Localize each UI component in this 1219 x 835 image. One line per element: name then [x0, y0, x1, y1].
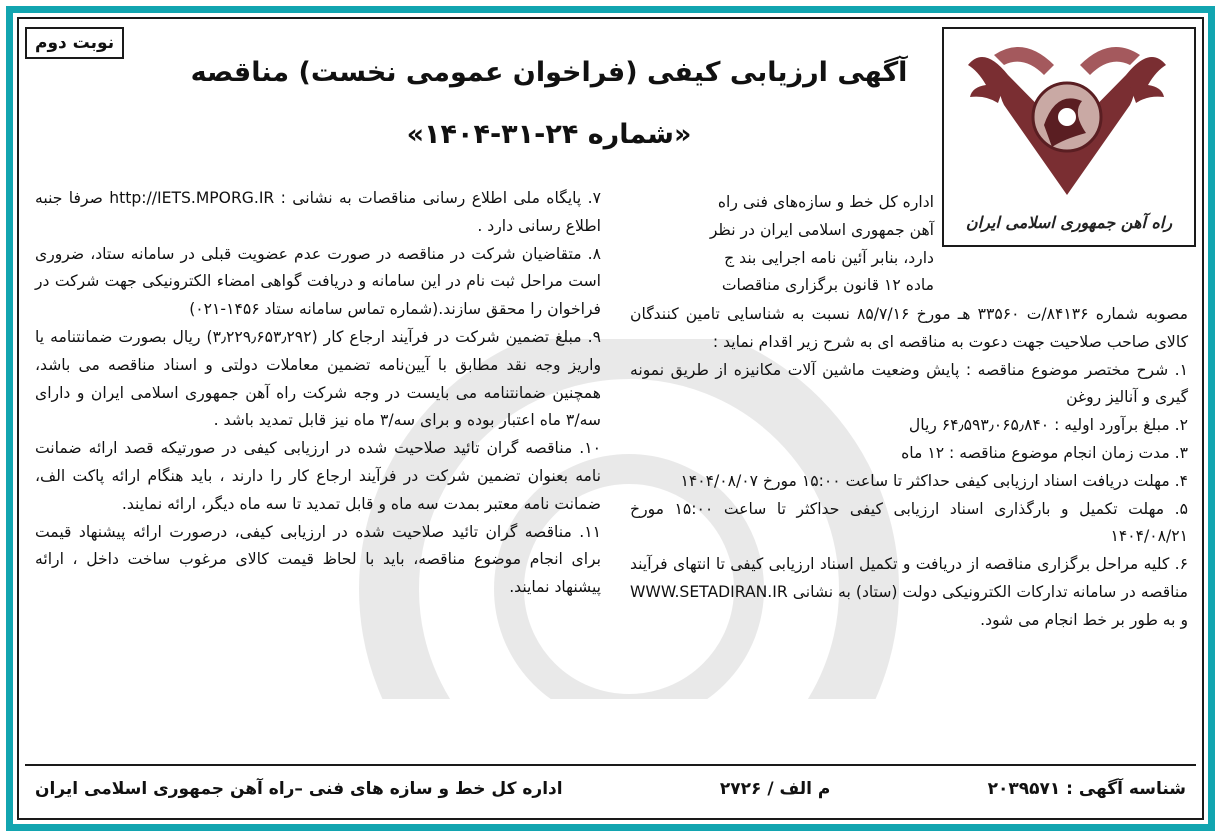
item-6-text-a: ۶. کلیه مراحل برگزاری مناقصه از دریافت و تکمیل اسناد ارزیابی کیفی تا انتهای فرآیند مناقصه در سامانه تدارکات الکترونیکی دولت (ستاد) به نشانی [630, 555, 1188, 601]
item-3-duration: ۳. مدت زمان انجام موضوع مناقصه : ۱۲ ماه [901, 443, 1188, 462]
notice-title: آگهی ارزیابی کیفی (فراخوان عمومی نخست) مناقصه [190, 57, 908, 88]
item-2-estimate: ۲. مبلغ برآورد اولیه : ۶۴٫۵۹۳٫۰۶۵٫۸۴۰ ریال [908, 416, 1188, 435]
item-7-text-b: صرفا جنبه اطلاع رسانی دارد . [35, 189, 601, 235]
logo-box [942, 27, 1196, 247]
item-6-setad [630, 551, 1188, 634]
logo-caption: راه آهن جمهوری اسلامی ایران [965, 213, 1173, 232]
item-1-subject: ۱. شرح مختصر موضوع مناقصه : پایش وضعیت ماشین آلات مکانیزه از طریق نمونه گیری و آنالیز روغن [630, 360, 1188, 407]
intro-line-2: آهن جمهوری اسلامی ایران در نظر [709, 220, 934, 239]
item-5-upload-deadline: ۵. مهلت تکمیل و بارگذاری اسناد ارزیابی کیفی حداکثر تا ساعت ۱۵:۰۰ مورخ ۱۴۰۴/۰۸/۲۱ [630, 499, 1188, 546]
item-4-receipt-deadline: ۴. مهلت دریافت اسناد ارزیابی کیفی حداکثر تا ساعت ۱۵:۰۰ مورخ ۱۴۰۴/۰۸/۰۷ [680, 471, 1188, 490]
item-11-domestic-goods: ۱۱. مناقصه گران تائید صلاحیت شده در ارزیابی کیفی، درصورت ارائه پیشنهاد قیمت برای انجام موضوع مناقصه، باید با لحاظ قیمت کالای مرغوب ساخت داخل ، ارائه پیشنهاد نمایند. [35, 522, 601, 597]
item-7-iets [35, 185, 601, 241]
railway-emblem-icon [964, 35, 1170, 205]
intro-line-3: دارد، بنابر آئین نامه اجرایی بند ج [724, 248, 934, 267]
right-column-intro-top [634, 189, 934, 300]
item-6-text-b: و به طور بر خط انجام می شود. [980, 610, 1188, 629]
iets-url-link[interactable]: http://IETS.MPORG.IR [109, 189, 275, 207]
ad-identifier: شناسه آگهی : ۲۰۳۹۵۷۱ [987, 779, 1186, 799]
publication-round-badge: نوبت دوم [25, 27, 124, 59]
intro-line-4: ماده ۱۲ قانون برگزاری مناقصات [721, 276, 934, 295]
notice-frame [6, 6, 1215, 831]
tender-number: «شماره ۲۴-۳۱-۱۴۰۴» [406, 119, 692, 150]
item-8-registration: ۸. متقاضیان شرکت در مناقصه در صورت عدم عضویت قبلی در سامانه ستاد، ضروری است مراحل ثبت نام در این سامانه و دریافت گواهی امضاء الکترونیکی جهت شرکت در فراخوان را محقق سازند.(شماره تماس سامانه ستاد ۱۴۵۶-۰۲۱) [35, 244, 601, 319]
item-7-text-a: ۷. پایگاه ملی اطلاع رسانی مناقصات به نشانی : [280, 189, 601, 207]
left-column [35, 185, 601, 602]
item-9-guarantee: ۹. مبلغ تضمین شرکت در فرآیند ارجاع کار (۳٫۲۲۹٫۶۵۳٫۲۹۲) ریال بصورت ضمانتنامه یا واریز وجه نقد مطابق با آیین‌نامه تضمین معاملات دولتی و اسناد مناقصه می باشد، همچنین ضمانتنامه می بایست در وجه شرکت راه آهن جمهوری اسلامی ایران و دارای سه/۳ ماه اعتبار بوده و برای سه/۳ ماه نیز قابل تمدید باشد . [35, 327, 601, 430]
notice-inner-border [17, 17, 1204, 820]
publication-code: م الف / ۲۷۲۶ [719, 779, 831, 799]
footer-bar [25, 764, 1196, 812]
intro-line-1: اداره کل خط و سازه‌های فنی راه [717, 193, 934, 211]
organization-name: اداره کل خط و سازه های فنی –راه آهن جمهوری اسلامی ایران [35, 779, 563, 799]
intro-paragraph: مصوبه شماره ۸۴۱۳۶/ت ۳۳۵۶۰ هـ مورخ ۸۵/۷/۱۶ نسبت به شناسایی تامین کنندگان کالای صاحب صلاحیت جهت دعوت به مناقصه ای به شرح زیر اقدام نماید : [630, 305, 1189, 351]
setad-url-link[interactable]: WWW.SETADIRAN.IR [630, 582, 788, 601]
right-column [630, 301, 1188, 635]
item-10-guarantee-letter: ۱۰. مناقصه گران تائید صلاحیت شده در ارزیابی کیفی در صورتیکه قصد ارائه ضمانت نامه بعنوان تضمین شرکت در فرآیند ارجاع کار را دارند ، باید هنگام ارائه پاکت الف، ضمانت نامه معتبر بمدت سه ماه و قابل تمدید تا سه ماه دیگر، ارائه نمایند. [35, 439, 601, 513]
